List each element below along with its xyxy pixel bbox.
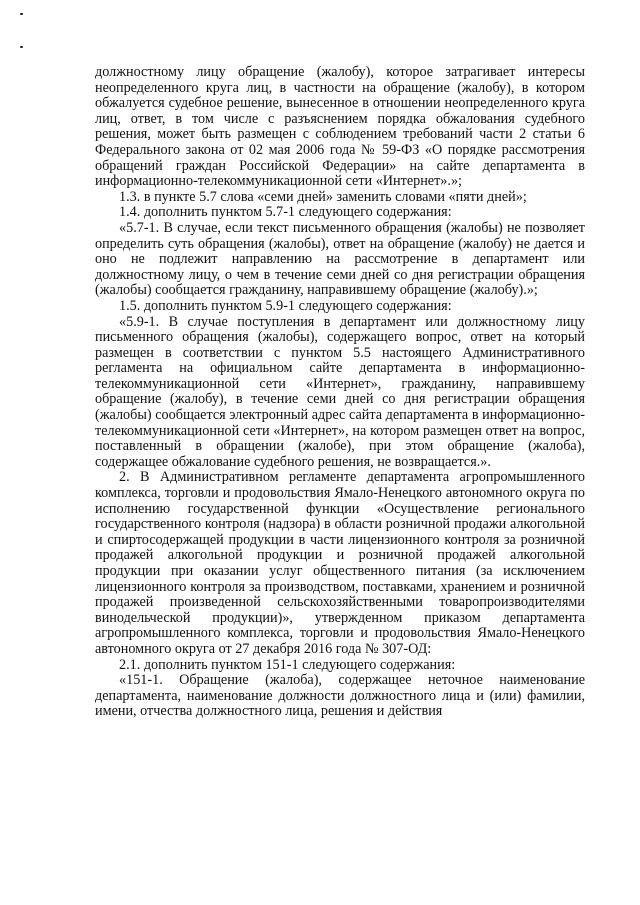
paragraph: 2. В Административном регламенте департамента агропромышленного комплекса, торговли и продовольствия Ямало-Ненецкого автономного округа по исполнению государственной функции «Осуществление регионального государственного контроля (надзора) в области розничной продажи алкогольной и спиртосодержащей продукции в части лицензионного контроля за розничной продажей алкогольной продукции и розничной продажей алкогольной продукции при оказании услуг общественного питания (за исключением лицензионного контроля за производством, поставками, хранением и розничной продажей произведенной сельскохозяйственными товаропроизводителями винодельческой продукции)», утвержденном приказом департамента агропромышленного комплекса, торговли и продовольствия Ямало-Ненецкого автономного округа от 27 декабря 2016 года № 307-ОД:	[95, 469, 585, 657]
paragraph: 1.5. дополнить пунктом 5.9-1 следующего содержания:	[119, 297, 452, 314]
scan-mark	[20, 13, 23, 15]
paragraph: 1.4. дополнить пунктом 5.7-1 следующего содержания:	[119, 204, 452, 221]
paragraph: «5.7-1. В случае, если текст письменного обращения (жалобы) не позволяет определить суть обращения (жалобы), ответ на обращение (жалобу) не дается и оно не подлежит направлению на рассмотрение в департамент или должностному лицу, о чем в течение семи дней со дня регистрации обращения (жалобы) сообщается гражданину, направившему обращение (жалобу).»;	[95, 219, 585, 299]
paragraph: должностному лицу обращение (жалобу), которое затрагивает интересы неопределенного круга лиц, в частности на обращение (жалобу), в котором обжалуется судебное решение, вынесенное в отношении неопределенного круга лиц, ответ, в том числе с разъяснением порядка обжалования судебного решения, может быть размещен с соблюдением требований части 2 статьи 6 Федерального закона от 02 мая 2006 года № 59-ФЗ «О порядке рассмотрения обращений граждан Российской Федерации» на сайте департамента в информационно-телекоммуникационной сети «Интернет».»;	[95, 64, 585, 190]
paragraph: 1.3. в пункте 5.7 слова «семи дней» заменить словами «пяти дней»;	[119, 188, 527, 205]
document-body	[95, 65, 585, 720]
paragraph: 2.1. дополнить пунктом 151-1 следующего содержания:	[119, 656, 456, 673]
paragraph: «151-1. Обращение (жалоба), содержащее неточное наименование департамента, наименование должности должностного лица и (или) фамилии, имени, отчества должностного лица, решения и действия	[95, 672, 585, 720]
paragraph: «5.9-1. В случае поступления в департамент или должностному лицу письменного обращения (жалобы), содержащего вопрос, ответ на который размещен в соответствии с пунктом 5.5 настоящего Административного регламента на официальном сайте департамента в информационно-телекоммуникационной сети «Интернет», гражданину, направившему обращение (жалобу), в течение семи дней со дня регистрации обращения (жалобы) сообщается электронный адрес сайта департамента в информационно-телекоммуникационной сети «Интернет», на котором размещен ответ на вопрос, поставленный в обращении (жалобе), при этом обращение (жалоба), содержащее обжалование судебного решения, не возвращается.».	[95, 313, 585, 470]
scan-mark	[20, 46, 23, 48]
